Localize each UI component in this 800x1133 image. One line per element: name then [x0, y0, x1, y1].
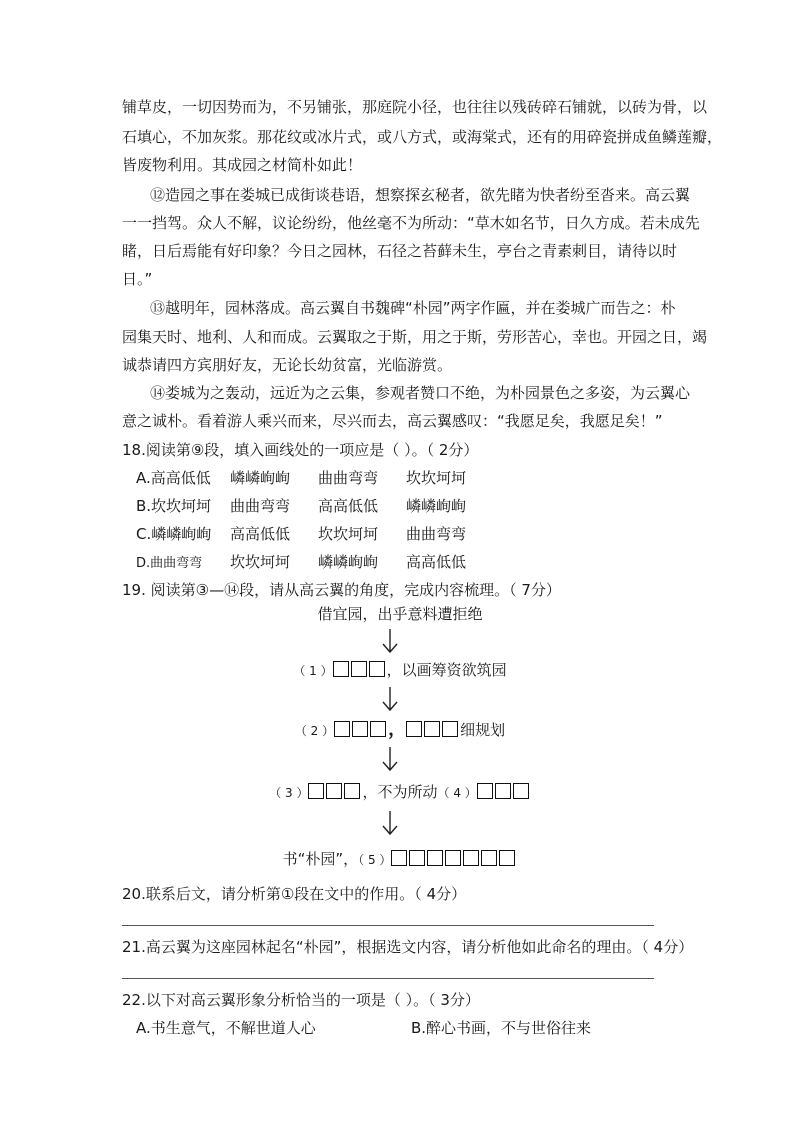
blank-box[interactable] — [445, 850, 461, 866]
paragraph-13: ⑬越明年，园林落成。高云翼自书魏碑“朴园”两字作匾，并在娄城广而告之：朴 — [150, 299, 676, 317]
flow-step-1: （ 1 ） ，以画筹资欲筑园 — [293, 661, 507, 679]
passage-line: 一一挡驾。众人不解，议论纷纷，他丝毫不为所动：“草木如名节，日久方成。若未成先 — [122, 214, 700, 232]
passage-line: 诚恭请四方宾朋好友，无论长幼贫富，光临游赏。 — [122, 356, 453, 374]
paragraph-14: ⑭娄城为之轰动，远近为之云集，参观者赞口不绝，为朴园景色之多姿，为云翼心 — [150, 384, 691, 402]
q18-option-c[interactable]: C.嶙嶙峋峋 高高低低 坎坎坷坷 曲曲弯弯 — [136, 525, 467, 543]
blank-box[interactable] — [442, 721, 458, 737]
q19-stem: 19. 阅读第③—⑭段，请从高云翼的角度，完成内容梳理。（ 7分） — [122, 581, 561, 599]
blank-box[interactable] — [370, 721, 386, 737]
paragraph-12: ⑫造园之事在娄城已成街谈巷语，想察探玄秘者，欲先睹为快者纷至沓来。高云翼 — [150, 186, 691, 204]
down-arrow-icon — [380, 686, 400, 712]
q18-stem: 18.阅读第⑨段，填入画线处的一项应是（ ）。（ 2分） — [122, 441, 479, 459]
passage-line: 园集天时、地利、人和而成。云翼取之于斯，用之于斯，劳形苦心，幸也。开园之日，竭 — [122, 328, 708, 346]
blank-box[interactable] — [352, 721, 368, 737]
blank-box[interactable] — [424, 721, 440, 737]
q22-option-a[interactable]: A.书生意气，不解世道人心 — [136, 1019, 316, 1037]
down-arrow-icon — [380, 628, 400, 654]
q21-stem: 21.高云翼为这座园林起名“朴园”，根据选文内容，请分析他如此命名的理由。（ 4分） — [122, 938, 694, 956]
passage-line: 睹，日后焉能有好印象？今日之园林，石径之苔藓未生，亭台之青素刺目，请待以时 — [122, 242, 678, 260]
blank-box[interactable] — [481, 850, 497, 866]
flow-step-3: （ 3 ） ，不为所动（ 4 ） — [0, 781, 800, 804]
passage-line: 日。” — [122, 270, 153, 288]
q22-option-b[interactable]: B.醉心书画，不与世俗往来 — [411, 1019, 592, 1037]
blank-box[interactable] — [513, 783, 529, 799]
blank-box[interactable] — [333, 661, 349, 677]
q18-option-b[interactable]: B.坎坎坷坷 曲曲弯弯 高高低低 嶙嶙峋峋 — [136, 497, 467, 515]
blank-box[interactable] — [308, 783, 324, 799]
blank-box[interactable] — [477, 783, 493, 799]
blank-box[interactable] — [463, 850, 479, 866]
q20-stem: 20.联系后文，请分析第①段在文中的作用。（ 4分） — [122, 885, 467, 903]
answer-line[interactable] — [122, 925, 654, 926]
q18-option-a[interactable]: A.高高低低 嶙嶙峋峋 曲曲弯弯 坎坎坷坷 — [136, 469, 467, 487]
blank-box[interactable] — [369, 661, 385, 677]
blank-box[interactable] — [495, 783, 511, 799]
down-arrow-icon — [380, 810, 400, 836]
blank-box[interactable] — [427, 850, 443, 866]
blank-box[interactable] — [334, 721, 350, 737]
blank-box[interactable] — [406, 721, 422, 737]
flow-start: 借宜园，出乎意料遭拒绝 — [317, 605, 483, 623]
flow-step-2: （ 2 ） ， 细规划 — [294, 719, 506, 740]
passage-line: 意之诚朴。看着游人乘兴而来，尽兴而去，高云翼感叹：“我愿足矣，我愿足矣！” — [122, 412, 663, 430]
passage-line: 皆废物利用。其成园之材简朴如此！ — [122, 156, 363, 174]
passage-line: 铺草皮，一切因势而为，不另铺张，那庭院小径，也往往以残砖碎石铺就，以砖为骨，以 — [122, 98, 708, 116]
blank-box[interactable] — [391, 850, 407, 866]
blank-box[interactable] — [344, 783, 360, 799]
blank-box[interactable] — [409, 850, 425, 866]
q18-option-d[interactable]: D.曲曲弯弯 坎坎坷坷 嶙嶙峋峋 高高低低 — [136, 553, 467, 571]
q22-stem: 22.以下对高云翼形象分析恰当的一项是（ ）。（ 3分） — [122, 991, 480, 1009]
down-arrow-icon — [380, 746, 400, 772]
blank-box[interactable] — [351, 661, 367, 677]
flow-step-5: 书“朴园”，（ 5 ） — [0, 848, 800, 871]
answer-line[interactable] — [122, 978, 654, 979]
passage-line: 石填心，不加灰浆。那花纹或冰片式，或八方式，或海棠式，还有的用碎瓷拼成鱼鳞莲瓣， — [122, 128, 723, 146]
blank-box[interactable] — [326, 783, 342, 799]
blank-box[interactable] — [499, 850, 515, 866]
